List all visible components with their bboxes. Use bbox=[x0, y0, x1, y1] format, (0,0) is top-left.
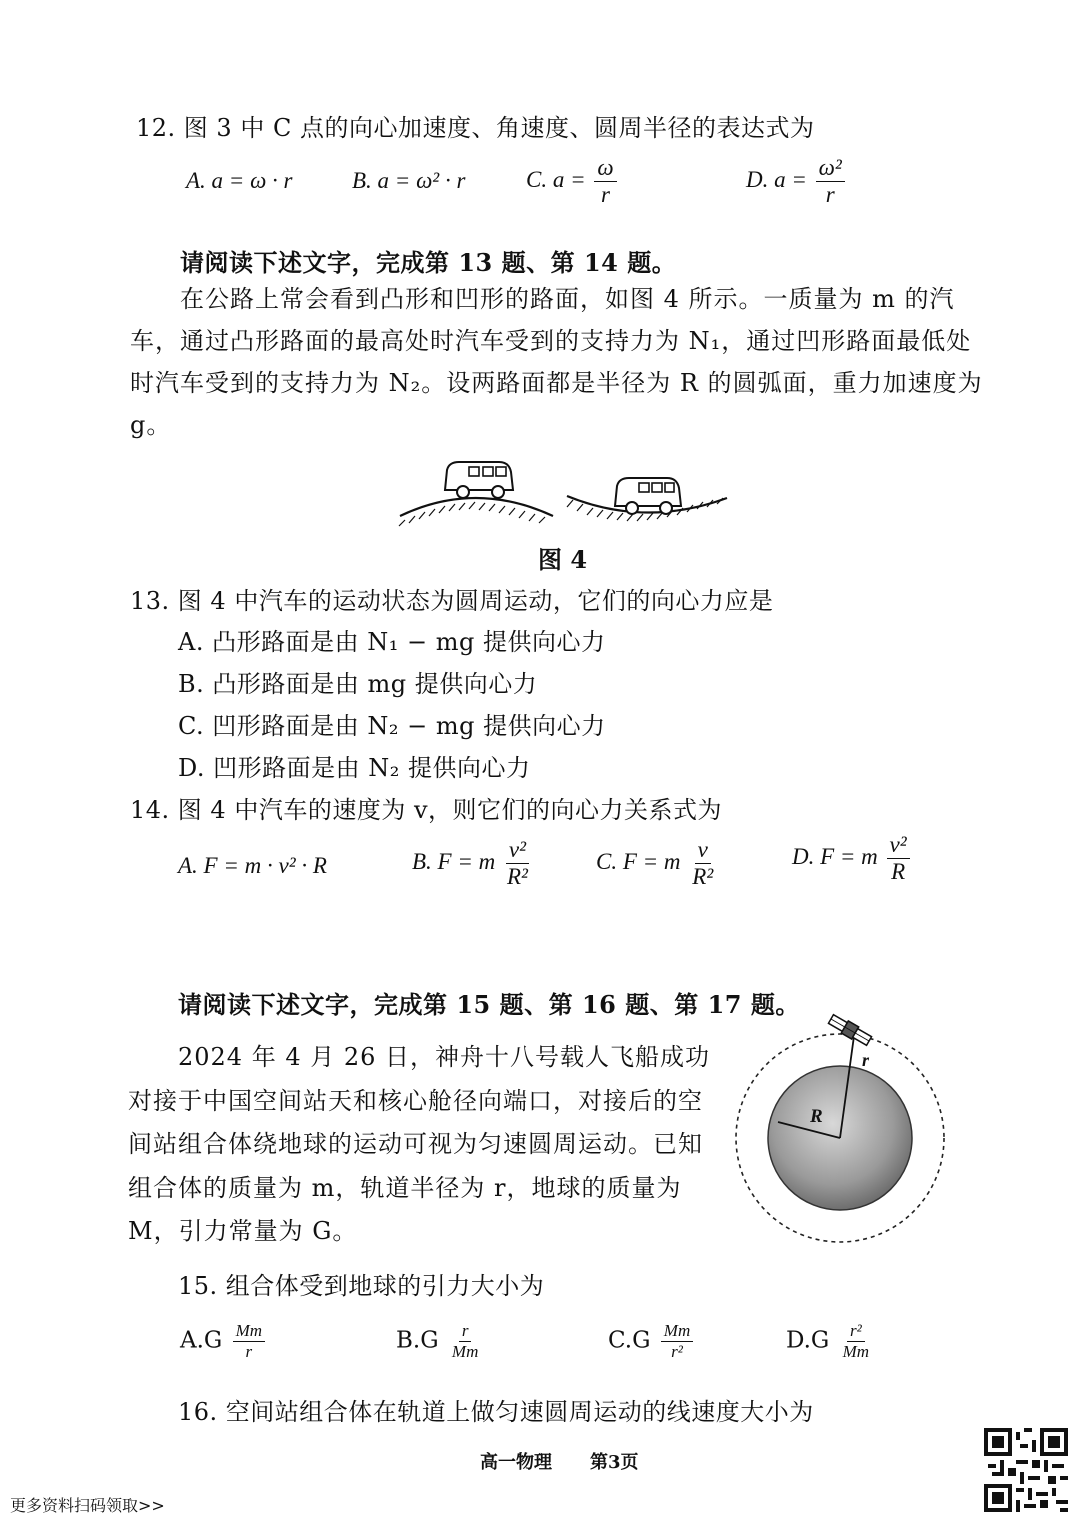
q12-option-c-fraction bbox=[594, 156, 616, 207]
q15-option-d-denominator: Mm bbox=[842, 1341, 870, 1361]
q13-option-d: D. 凹形路面是由 N₂ 提供向心力 bbox=[178, 754, 531, 782]
q12-option-a: A. a = ω · r bbox=[186, 168, 293, 193]
q14-stem: 14. 图 4 中汽车的速度为 v，则它们的向心力关系式为 bbox=[130, 796, 723, 824]
q15-stem: 15. 组合体受到地球的引力大小为 bbox=[178, 1272, 545, 1300]
passage-15-17-line-5: M，引力常量为 G。 bbox=[128, 1217, 358, 1245]
q14-option-b bbox=[412, 838, 531, 889]
q15-option-c-numerator: Mm bbox=[661, 1322, 693, 1342]
q15-option-c bbox=[608, 1322, 693, 1361]
figure4-caption: 图 4 bbox=[538, 545, 588, 574]
q12-option-d-denominator: r bbox=[825, 182, 835, 208]
q15-option-d-fraction bbox=[840, 1322, 872, 1361]
q13-option-a: A. 凸形路面是由 N₁ − mg 提供向心力 bbox=[178, 628, 606, 656]
passage-13-14 bbox=[130, 278, 983, 446]
q13-stem: 13. 图 4 中汽车的运动状态为圆周运动，它们的向心力应是 bbox=[130, 587, 774, 615]
intro-15-17: 请阅读下述文字，完成第 15 题、第 16 题、第 17 题。 bbox=[178, 990, 800, 1019]
q14-option-c bbox=[596, 838, 716, 889]
q12-option-d-numerator: ω² bbox=[816, 156, 845, 182]
q14-option-b-label: B. F = m bbox=[412, 848, 496, 874]
q15-option-b-fraction bbox=[449, 1322, 481, 1361]
q15-option-c-label: C.G bbox=[608, 1327, 651, 1354]
q12-option-b: B. a = ω² · r bbox=[352, 168, 466, 193]
q12-option-d-label: D. a = bbox=[746, 166, 807, 192]
passage-15-17-line-3: 间站组合体绕地球的运动可视为匀速圆周运动。已知 bbox=[128, 1130, 703, 1158]
passage-13-14-line-1: 在公路上常会看到凸形和凹形的路面，如图 4 所示。一质量为 m 的汽 bbox=[180, 285, 955, 313]
q14-option-c-label: C. F = m bbox=[596, 848, 681, 874]
q15-option-a-label: A.G bbox=[180, 1327, 223, 1354]
bottom-note: 更多资料扫码领取>> bbox=[10, 1496, 165, 1515]
satellite-icon bbox=[827, 1013, 872, 1047]
passage-13-14-line-2: 车，通过凸形路面的最高处时汽车受到的支持力为 N₁，通过凹形路面最低处 bbox=[130, 327, 972, 355]
q15-option-d-label: D.G bbox=[786, 1327, 830, 1354]
label-R: R bbox=[810, 1106, 823, 1127]
q14-option-d-fraction bbox=[887, 833, 910, 884]
q14-option-c-fraction bbox=[689, 838, 716, 889]
passage-13-14-line-3: 时汽车受到的支持力为 N₂。设两路面都是半径为 R 的圆弧面，重力加速度为 bbox=[130, 369, 983, 397]
q14-option-b-denominator: R² bbox=[506, 864, 528, 890]
q15-option-b bbox=[396, 1322, 481, 1361]
label-r: r bbox=[862, 1050, 870, 1070]
passage-15-17-line-1: 2024 年 4 月 26 日，神舟十八号载人飞船成功 bbox=[178, 1043, 711, 1071]
q14-option-b-numerator: v² bbox=[506, 838, 529, 864]
qr-code-icon[interactable] bbox=[984, 1428, 1068, 1512]
q13-option-c: C. 凹形路面是由 N₂ − mg 提供向心力 bbox=[178, 712, 606, 740]
passage-15-17-line-4: 组合体的质量为 m，轨道半径为 r，地球的质量为 bbox=[128, 1173, 682, 1202]
passage-15-17-line-2: 对接于中国空间站天和核心舱径向端口，对接后的空 bbox=[128, 1086, 703, 1115]
q12-stem: 12. 图 3 中 C 点的向心加速度、角速度、圆周半径的表达式为 bbox=[136, 114, 815, 142]
figure4-road-diagram bbox=[395, 448, 735, 528]
q14-option-d bbox=[792, 833, 910, 884]
orbit-diagram bbox=[728, 1010, 968, 1250]
q13-option-b: B. 凸形路面是由 mg 提供向心力 bbox=[178, 670, 538, 698]
q14-option-d-denominator: R bbox=[891, 859, 906, 885]
car-on-concave-road bbox=[615, 478, 681, 514]
q12-option-d-fraction bbox=[816, 156, 845, 207]
footer-subject: 高一物理 bbox=[480, 1452, 552, 1473]
q14-option-d-label: D. F = m bbox=[792, 843, 878, 869]
q15-option-a-denominator: r bbox=[245, 1341, 253, 1361]
intro-13-14: 请阅读下述文字，完成第 13 题、第 14 题。 bbox=[180, 248, 677, 277]
q15-option-c-fraction bbox=[661, 1322, 693, 1361]
q14-option-b-fraction bbox=[504, 838, 531, 889]
q15-option-d-numerator: r² bbox=[847, 1322, 865, 1342]
q15-option-b-denominator: Mm bbox=[451, 1341, 479, 1361]
q12-option-c-numerator: ω bbox=[594, 156, 616, 182]
q15-option-a bbox=[180, 1322, 265, 1361]
q16-stem: 16. 空间站组合体在轨道上做匀速圆周运动的线速度大小为 bbox=[178, 1398, 814, 1426]
q12-option-d bbox=[746, 156, 845, 207]
q15-option-a-fraction bbox=[233, 1322, 265, 1361]
passage-13-14-line-4: g。 bbox=[130, 411, 172, 439]
convex-road bbox=[399, 498, 553, 526]
q15-option-a-numerator: Mm bbox=[233, 1322, 265, 1342]
q12-option-c bbox=[526, 156, 617, 207]
q14-option-c-numerator: v bbox=[695, 838, 711, 864]
q14-option-a: A. F = m · v² · R bbox=[178, 853, 327, 878]
q14-option-d-numerator: v² bbox=[887, 833, 910, 859]
q15-option-c-denominator: r² bbox=[671, 1341, 683, 1361]
q15-option-d bbox=[786, 1322, 872, 1361]
passage-15-17 bbox=[128, 1036, 710, 1254]
q14-option-c-denominator: R² bbox=[692, 864, 714, 890]
q12-option-c-label: C. a = bbox=[526, 166, 586, 192]
q12-option-c-denominator: r bbox=[601, 182, 610, 208]
footer-page-number: 第3页 bbox=[590, 1452, 639, 1473]
q15-option-b-numerator: r bbox=[459, 1322, 472, 1342]
car-on-convex-road bbox=[445, 462, 513, 498]
q15-option-b-label: B.G bbox=[396, 1327, 439, 1354]
